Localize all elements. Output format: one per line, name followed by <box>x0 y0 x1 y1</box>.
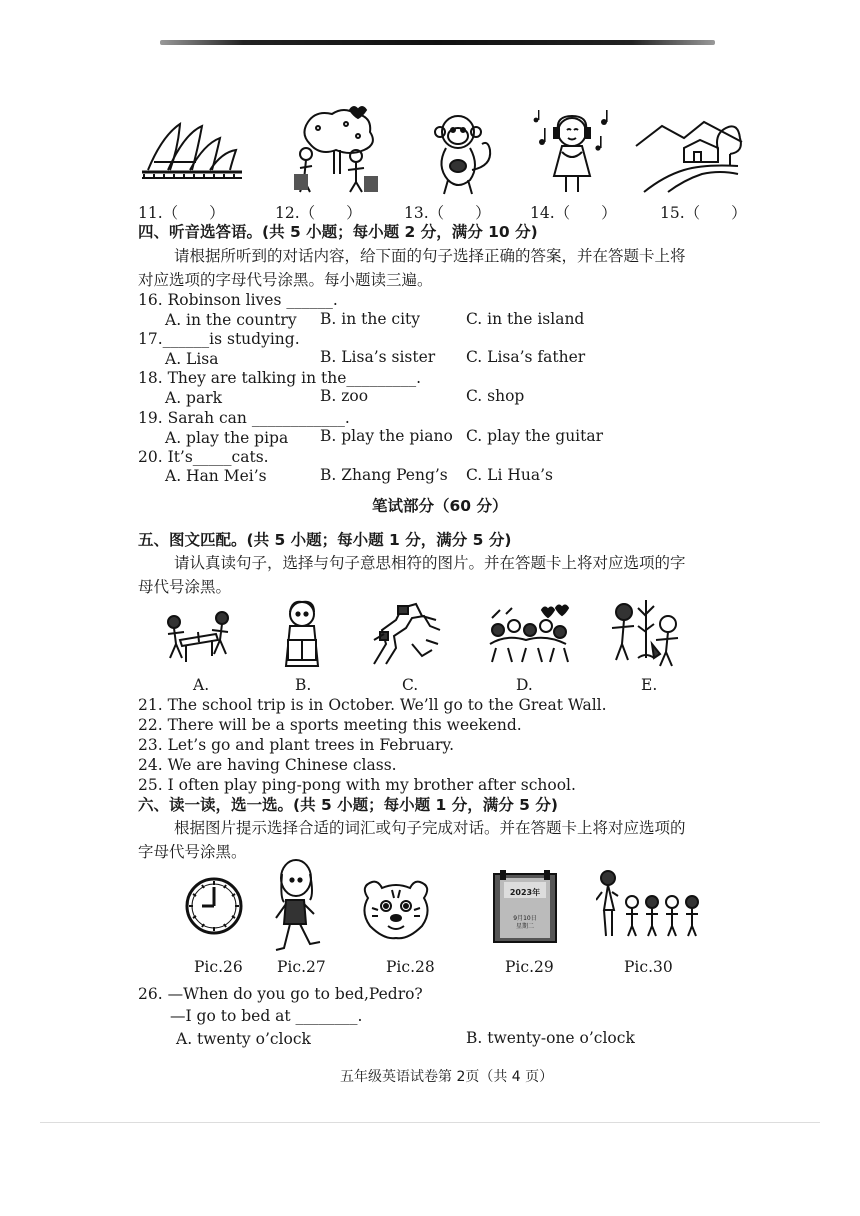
question-26-option-b: B. twenty-one o’clock <box>466 1029 635 1047</box>
question-26-option-a: A. twenty o’clock <box>176 1030 311 1048</box>
section-4-instructions-1: 请根据所听到的对话内容，给下面的句子选择正确的答案，并在答题卡上将 <box>174 247 686 265</box>
question-16-option-b: B. in the city <box>320 310 421 328</box>
section-5-instructions-2: 母代号涂黑。 <box>138 578 232 596</box>
question-26-line-2: —I go to bed at ________. <box>170 1007 363 1025</box>
question-19-option-c: C. play the guitar <box>466 427 604 445</box>
picture-label-14: 14.（ ） <box>530 204 617 222</box>
picture-b-boy-reading <box>280 598 324 670</box>
question-20-option-c: C. Li Hua’s <box>466 466 553 484</box>
calendar-year-text: 2023年 <box>509 888 541 897</box>
question-19-option-a: A. play the pipa <box>165 429 289 447</box>
kids-under-tree-picture <box>290 104 382 196</box>
section-5-title: 五、图文匹配。(共 5 小题；每小题 1 分，满分 5 分) <box>138 531 512 549</box>
pic-27-label: Pic.27 <box>277 958 326 976</box>
pic-29-calendar <box>492 868 558 944</box>
picture-label-e: E. <box>641 676 658 694</box>
question-16-option-a: A. in the country <box>165 311 297 329</box>
question-17-option-b: B. Lisa’s sister <box>320 348 436 366</box>
clock-icon <box>184 876 244 936</box>
picture-label-a: A. <box>193 676 210 694</box>
page-footer: 五年级英语试卷第 2页（共 4 页） <box>340 1069 554 1085</box>
picture-label-d: D. <box>516 676 533 694</box>
girl-running-icon <box>270 858 326 956</box>
calendar-weekday-text: 星期二 <box>515 923 534 930</box>
written-part-title: 笔试部分（60 分） <box>372 497 508 515</box>
question-16-stem: 16. Robinson lives ______. <box>138 291 338 309</box>
picture-e-planting-trees <box>608 596 684 668</box>
pic-26-clock <box>184 876 244 936</box>
question-20-stem: 20. It’s_____cats. <box>138 448 269 466</box>
opera-house-picture <box>140 118 244 184</box>
question-19-option-b: B. play the piano <box>320 427 453 445</box>
monkey-picture <box>428 110 500 196</box>
picture-label-11: 11.（ ） <box>138 204 225 222</box>
pic-28-tiger-face <box>358 878 434 942</box>
section-6-instructions-2: 字母代号涂黑。 <box>138 843 247 861</box>
sentence-22: 22. There will be a sports meeting this weekend. <box>138 716 522 734</box>
section-6-title: 六、读一读，选一选。(共 5 小题；每小题 1 分，满分 5 分) <box>138 796 558 814</box>
kids-under-tree-icon <box>290 104 382 196</box>
picture-d-sports-crowd <box>486 604 570 664</box>
picture-a-ping-pong <box>162 608 234 664</box>
sentence-24: 24. We are having Chinese class. <box>138 756 397 774</box>
picture-c-great-wall <box>372 600 442 666</box>
question-16-option-c: C. in the island <box>466 310 585 328</box>
section-4-title: 四、听音选答语。(共 5 小题；每小题 2 分，满分 10 分) <box>138 223 538 241</box>
question-26-line-1: 26. —When do you go to bed,Pedro? <box>138 985 423 1003</box>
question-20-option-a: A. Han Mei’s <box>165 467 267 485</box>
countryside-house-picture <box>634 112 744 194</box>
top-edge-bar <box>160 40 715 45</box>
sentence-21: 21. The school trip is in October. We’ll go to the Great Wall. <box>138 696 607 714</box>
calendar-date-text: 9月10日 <box>513 915 537 922</box>
calendar-icon <box>492 868 558 944</box>
question-17-option-a: A. Lisa <box>165 350 219 368</box>
sports-crowd-icon <box>486 604 570 664</box>
pic-26-label: Pic.26 <box>194 958 243 976</box>
picture-label-12: 12.（ ） <box>275 204 362 222</box>
pic-28-label: Pic.28 <box>386 958 435 976</box>
pic-27-girl-running <box>270 858 326 956</box>
picture-label-13: 13.（ ） <box>404 204 491 222</box>
section-5-instructions-1: 请认真读句子，选择与句子意思相符的图片。并在答题卡上将对应选项的字 <box>174 554 686 572</box>
countryside-house-icon <box>634 112 744 194</box>
sentence-25: 25. I often play ping-pong with my brother after school. <box>138 776 576 794</box>
tiger-face-icon <box>358 878 434 942</box>
question-17-stem: 17.______is studying. <box>138 330 300 348</box>
question-17-option-c: C. Lisa’s father <box>466 348 586 366</box>
girl-singing-picture <box>532 108 620 196</box>
girl-singing-icon <box>532 108 620 196</box>
ping-pong-icon <box>162 608 234 664</box>
sentence-23: 23. Let’s go and plant trees in February. <box>138 736 454 754</box>
boy-reading-icon <box>280 598 324 670</box>
question-18-option-c: C. shop <box>466 387 525 405</box>
question-18-option-a: A. park <box>165 389 223 407</box>
question-20-option-b: B. Zhang Peng’s <box>320 466 448 484</box>
pic-30-label: Pic.30 <box>624 958 673 976</box>
section-4-instructions-2: 对应选项的字母代号涂黑。每小题读三遍。 <box>138 271 433 289</box>
monkey-icon <box>428 110 500 196</box>
picture-label-b: B. <box>295 676 312 694</box>
scan-edge-line <box>40 1122 820 1123</box>
great-wall-icon <box>372 600 442 666</box>
question-19-stem: 19. Sarah can ____________. <box>138 409 350 427</box>
pic-30-teacher-students <box>596 866 702 940</box>
question-18-option-b: B. zoo <box>320 387 369 405</box>
section-6-instructions-1: 根据图片提示选择合适的词汇或句子完成对话。并在答题卡上将对应选项的 <box>174 819 686 837</box>
pic-29-label: Pic.29 <box>505 958 554 976</box>
question-18-stem: 18. They are talking in the_________. <box>138 369 422 387</box>
picture-label-c: C. <box>402 676 419 694</box>
teacher-students-icon <box>596 866 702 940</box>
opera-house-icon <box>140 118 244 184</box>
picture-label-15: 15.（ ） <box>660 204 747 222</box>
planting-trees-icon <box>608 596 684 668</box>
